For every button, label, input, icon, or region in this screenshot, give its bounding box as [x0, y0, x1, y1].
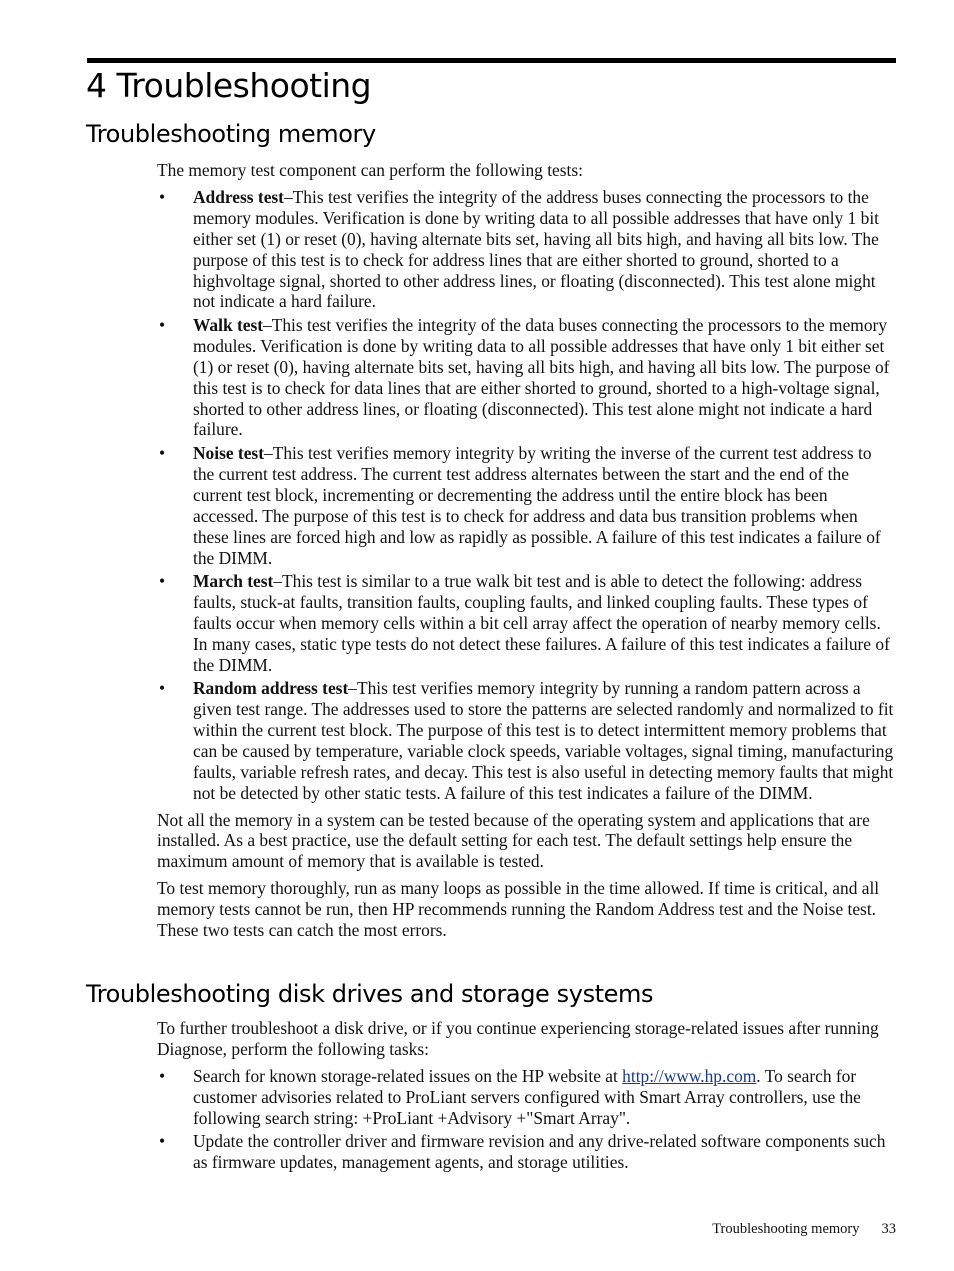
task-text-before-link: Search for known storage-related issues on the HP website at [193, 1065, 623, 1086]
list-item-march-test [157, 571, 897, 676]
memory-paragraph-not-all: Not all the memory in a system can be tested because of the operating system and applications that are installed. As a best practice, use the default setting for each test. The default settings help ensure the maximum amount of memory that is available is tested. [157, 809, 870, 872]
bullet-icon: • [159, 1065, 166, 1086]
test-description: –This test is similar to a true walk bit test and is able to detect the following: address faults, stuck-at faults, transition faults, coupling faults, and linked coupling faults. These types of faults occur when memory cells within a bit cell array affect the operation of nearby memory cells. In many cases, static type tests do not detect these failures. A failure of this test indicates a failure of the DIMM. [193, 571, 890, 675]
bullet-icon: • [159, 678, 166, 699]
test-description: –This test verifies memory integrity by writing the inverse of the current test address to the current test address. The current test address alternates between the start and the end of the current test block, incrementing or decrementing the address until the entire block has been accessed. The purpose of this test is to check for address and data bus transition problems when these lines are forced high and low as rapidly as possible. A failure of this test indicates a failure of the DIMM. [193, 442, 881, 568]
list-item-address-test [157, 187, 897, 312]
bullet-icon: • [159, 571, 166, 591]
bullet-icon: • [159, 1131, 166, 1152]
test-term: Address test [193, 186, 284, 207]
list-item-search-issues [157, 1066, 897, 1129]
chapter-title: 4 Troubleshooting [86, 66, 372, 105]
memory-section-heading: Troubleshooting memory [86, 120, 376, 148]
test-term: Walk test [193, 314, 264, 335]
list-item-walk-test [157, 315, 897, 440]
test-term: Random address test [193, 678, 349, 699]
list-item-update-controller [157, 1131, 897, 1173]
bullet-icon: • [159, 442, 166, 463]
disk-section-body [157, 1018, 897, 1179]
task-text: Update the controller driver and firmware revision and any drive-related software components such as firmware updates, management agents, and storage utilities. [193, 1131, 886, 1173]
memory-intro: The memory test component can perform the following tests: [157, 160, 583, 180]
page-number: 33 [881, 1221, 896, 1237]
test-term: March test [193, 571, 274, 591]
test-description: –This test verifies memory integrity by running a random pattern across a given test range. The addresses used to store the patterns are selected randomly and normalized to fit within the current test block. The purpose of this test is to detect intermittent memory problems that can be caused by temperature, variable clock speeds, variable voltages, signal timing, manufacturing faults, variable refresh rates, and decay. This test is also useful in detecting memory faults that might not be detected by other static tests. A failure of this test indicates a failure of the DIMM. [193, 678, 894, 803]
page-footer [712, 1221, 896, 1238]
disk-intro: To further troubleshoot a disk drive, or if you continue experiencing storage-related issues after running Diagnose, perform the following tasks: [157, 1018, 879, 1059]
disk-section-heading: Troubleshooting disk drives and storage systems [86, 980, 654, 1008]
memory-test-list [157, 187, 897, 804]
footer-running-title: Troubleshooting memory [712, 1221, 860, 1237]
list-item-noise-test [157, 443, 897, 568]
disk-task-list [157, 1066, 897, 1173]
memory-section-body [157, 160, 897, 947]
test-term: Noise test [193, 442, 264, 463]
test-description: –This test verifies the integrity of the address buses connecting the processors to the memory modules. Verification is done by writing data to all possible addresses that have only 1 bit either set (1) or reset (0), having alternate bits set, having all bits high, and having all bits low. The purpose of this test is to check for address lines that are either shorted to ground, shorted to a highvoltage signal, shorted to other address lines, or floating (disconnected). This test alone might not indicate a hard failure. [193, 186, 879, 312]
hp-website-link[interactable]: http://www.hp.com [622, 1065, 757, 1086]
list-item-random-address-test [157, 678, 897, 803]
memory-paragraph-thorough: To test memory thoroughly, run as many loops as possible in the time allowed. If time is critical, and all memory tests cannot be run, then HP recommends running the Random Address test and the Noise test. These two tests can catch the most errors. [157, 878, 880, 941]
bullet-icon: • [159, 314, 166, 335]
task-text-after-link: . To search for customer advisories related to ProLiant servers configured with Smart Array controllers, use the following search string: +ProLiant +Advisory +"Smart Array". [193, 1065, 861, 1128]
bullet-icon: • [159, 186, 166, 207]
test-description: –This test verifies the integrity of the data buses connecting the processors to the memory modules. Verification is done by writing data to all possible addresses that have only 1 bit either set (1) or reset (0), having alternate bits set, having all bits high, and having all bits low. The purpose of this test is to check for data lines that are either shorted to ground, shorted to a high-voltage signal, shorted to other address lines, or floating (disconnected). This test alone might not indicate a hard failure. [193, 314, 890, 440]
chapter-top-rule [87, 58, 896, 63]
